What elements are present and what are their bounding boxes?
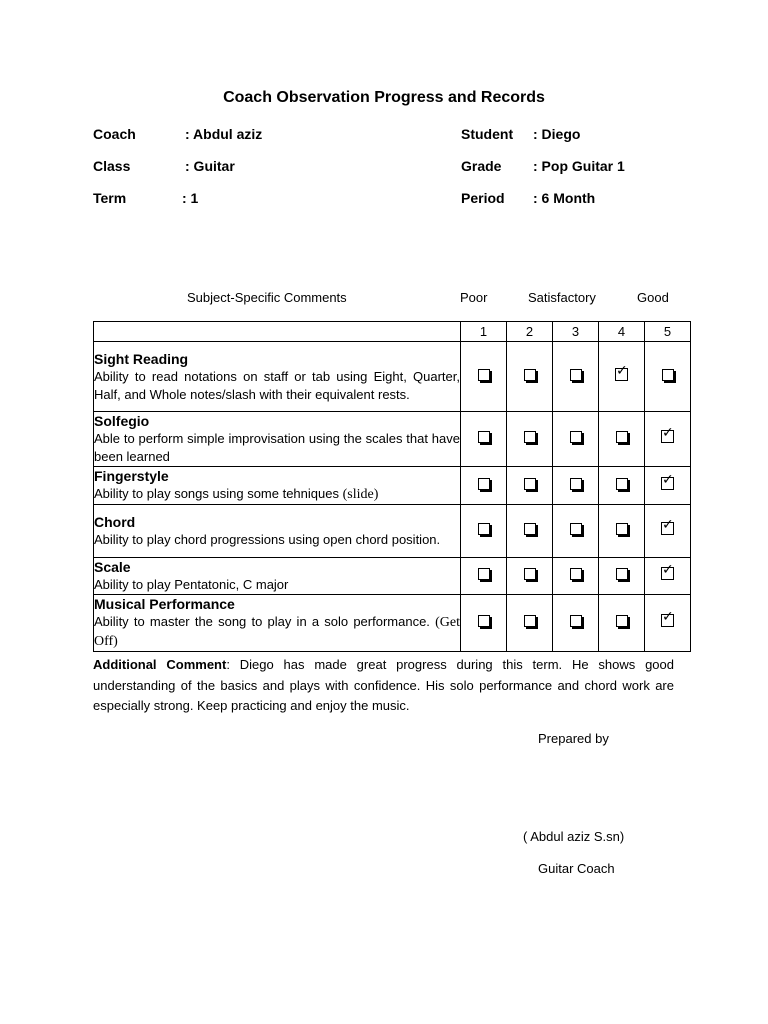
skill-row — [94, 467, 691, 505]
rating-cell — [507, 595, 553, 652]
checkbox-unchecked-icon[interactable] — [524, 568, 536, 580]
rating-cell — [507, 467, 553, 505]
rating-cell — [553, 505, 599, 558]
skill-description-cell — [94, 342, 461, 412]
info-value-grade: : Pop Guitar 1 — [533, 158, 625, 174]
scale-number: 3 — [553, 322, 599, 342]
header-satisfactory: Satisfactory — [528, 290, 596, 305]
check-mark-icon: ✓ — [662, 471, 674, 488]
check-mark-icon: ✓ — [662, 609, 674, 625]
rating-cell — [553, 412, 599, 467]
info-label-period: Period — [461, 190, 505, 206]
skill-text-note: (slide) — [342, 487, 379, 502]
rating-cell — [461, 558, 507, 595]
rating-cell — [461, 412, 507, 467]
scale-number: 2 — [507, 322, 553, 342]
checkbox-unchecked-icon[interactable] — [524, 615, 536, 627]
rating-cell — [507, 412, 553, 467]
checkbox-unchecked-icon[interactable] — [478, 431, 490, 443]
checkbox-unchecked-icon[interactable] — [478, 478, 490, 490]
info-value-student: : Diego — [533, 126, 581, 142]
scale-number: 5 — [645, 322, 691, 342]
checkbox-unchecked-icon[interactable] — [524, 523, 536, 535]
skill-row — [94, 558, 691, 595]
checkbox-unchecked-icon[interactable] — [662, 369, 674, 381]
skill-text — [94, 531, 460, 549]
skill-description-cell — [94, 505, 461, 558]
rating-cell — [645, 342, 691, 412]
rating-cell — [461, 467, 507, 505]
rating-cell — [599, 558, 645, 595]
checkbox-checked-icon[interactable] — [615, 362, 628, 381]
scale-header-row — [94, 322, 691, 342]
checkbox-unchecked-icon[interactable] — [616, 615, 628, 627]
rating-cell — [461, 342, 507, 412]
rating-cell — [645, 595, 691, 652]
signatory-name: ( Abdul aziz S.sn) — [523, 829, 625, 844]
skill-title: Scale — [94, 559, 131, 575]
checkbox-unchecked-icon[interactable] — [570, 615, 582, 627]
rating-cell — [553, 342, 599, 412]
info-label-grade: Grade — [461, 158, 502, 174]
checkbox-checked-icon[interactable] — [661, 517, 674, 535]
skill-row — [94, 595, 691, 652]
skill-row — [94, 505, 691, 558]
additional-comment-text: : Diego has made great progress during this term. He shows good understanding of the basics and plays with confidence. His solo performance and chord work are especially strong. Keep practicing and enjoy the music. — [93, 657, 674, 713]
rating-cell — [461, 505, 507, 558]
skill-text — [94, 430, 460, 466]
rating-cell — [461, 595, 507, 652]
info-value-period: : 6 Month — [533, 190, 596, 206]
skill-row — [94, 342, 691, 412]
checkbox-unchecked-icon[interactable] — [616, 431, 628, 443]
info-label-coach: Coach — [93, 126, 136, 142]
skill-text — [94, 485, 460, 504]
info-label-student: Student — [461, 126, 514, 142]
check-mark-icon: ✓ — [662, 425, 674, 441]
rating-table — [93, 321, 691, 652]
info-value-term: : 1 — [182, 190, 199, 206]
checkbox-unchecked-icon[interactable] — [570, 523, 582, 535]
skill-description-cell — [94, 412, 461, 467]
header-good: Good — [637, 290, 669, 305]
skill-text-note: (Get Off) — [94, 615, 460, 649]
scale-number: 4 — [599, 322, 645, 342]
rating-cell — [507, 342, 553, 412]
rating-cell — [599, 342, 645, 412]
rating-cell — [645, 412, 691, 467]
rating-cell — [645, 558, 691, 595]
rating-cell — [507, 558, 553, 595]
additional-comment-label: Additional Comment — [93, 657, 227, 672]
skill-text-body: Ability to master the song to play in a solo performance. — [94, 614, 436, 629]
skill-title: Solfegio — [94, 413, 150, 429]
checkbox-checked-icon[interactable] — [661, 609, 674, 627]
skill-text — [94, 613, 460, 651]
rating-cell — [553, 595, 599, 652]
rating-cell — [599, 595, 645, 652]
rating-cell — [553, 558, 599, 595]
check-mark-icon: ✓ — [662, 562, 674, 578]
skill-text-body: Able to perform simple improvisation using the scales that have been learned — [94, 431, 460, 464]
rating-cell — [645, 467, 691, 505]
checkbox-unchecked-icon[interactable] — [616, 568, 628, 580]
check-mark-icon: ✓ — [662, 517, 674, 533]
skill-text-body: Ability to play songs using some tehniques — [94, 486, 343, 501]
skill-row — [94, 412, 691, 467]
checkbox-checked-icon[interactable] — [661, 471, 674, 490]
scale-header-blank — [94, 322, 461, 342]
checkbox-unchecked-icon[interactable] — [570, 568, 582, 580]
checkbox-unchecked-icon[interactable] — [524, 431, 536, 443]
additional-comment — [93, 655, 674, 717]
checkbox-unchecked-icon[interactable] — [524, 369, 536, 381]
rating-cell — [599, 505, 645, 558]
skill-title: Fingerstyle — [94, 468, 169, 484]
checkbox-checked-icon[interactable] — [661, 562, 674, 580]
rating-cell — [645, 505, 691, 558]
check-mark-icon: ✓ — [616, 362, 628, 379]
rating-cell — [507, 505, 553, 558]
checkbox-unchecked-icon[interactable] — [616, 478, 628, 490]
skill-text — [94, 368, 460, 404]
rating-cell — [553, 467, 599, 505]
header-poor: Poor — [460, 290, 488, 305]
checkbox-unchecked-icon[interactable] — [478, 369, 490, 381]
checkbox-unchecked-icon[interactable] — [524, 478, 536, 490]
checkbox-unchecked-icon[interactable] — [570, 431, 582, 443]
checkbox-unchecked-icon[interactable] — [570, 478, 582, 490]
skill-text-body: Ability to play chord progressions using open chord position. — [94, 532, 441, 547]
checkbox-unchecked-icon[interactable] — [478, 568, 490, 580]
skill-title: Chord — [94, 514, 136, 530]
checkbox-checked-icon[interactable] — [661, 425, 674, 443]
skill-description-cell — [94, 595, 461, 652]
header-subject-comments: Subject-Specific Comments — [187, 290, 347, 305]
checkbox-unchecked-icon[interactable] — [616, 523, 628, 535]
skill-text-body: Ability to read notations on staff or tab using Eight, Quarter, Half, and Whole notes/slash with their equivalent rests. — [94, 368, 460, 402]
skill-description-cell — [94, 558, 461, 595]
skill-description-cell — [94, 467, 461, 505]
rating-cell — [599, 412, 645, 467]
info-label-class: Class — [93, 158, 131, 174]
skill-text-body: Ability to play Pentatonic, C major — [94, 577, 289, 592]
info-label-term: Term — [93, 190, 127, 206]
page-title: Coach Observation Progress and Records — [223, 89, 545, 106]
checkbox-unchecked-icon[interactable] — [478, 615, 490, 627]
checkbox-unchecked-icon[interactable] — [478, 523, 490, 535]
rating-table-body — [94, 322, 691, 652]
scale-number: 1 — [461, 322, 507, 342]
rating-cell — [599, 467, 645, 505]
info-value-coach: : Abdul aziz — [185, 126, 263, 142]
info-value-class: : Guitar — [185, 158, 235, 174]
checkbox-unchecked-icon[interactable] — [570, 369, 582, 381]
skill-text — [94, 576, 460, 594]
skill-title: Sight Reading — [94, 350, 189, 367]
signatory-role: Guitar Coach — [538, 861, 615, 876]
prepared-by-label: Prepared by — [538, 731, 609, 746]
skill-title: Musical Performance — [94, 596, 235, 612]
